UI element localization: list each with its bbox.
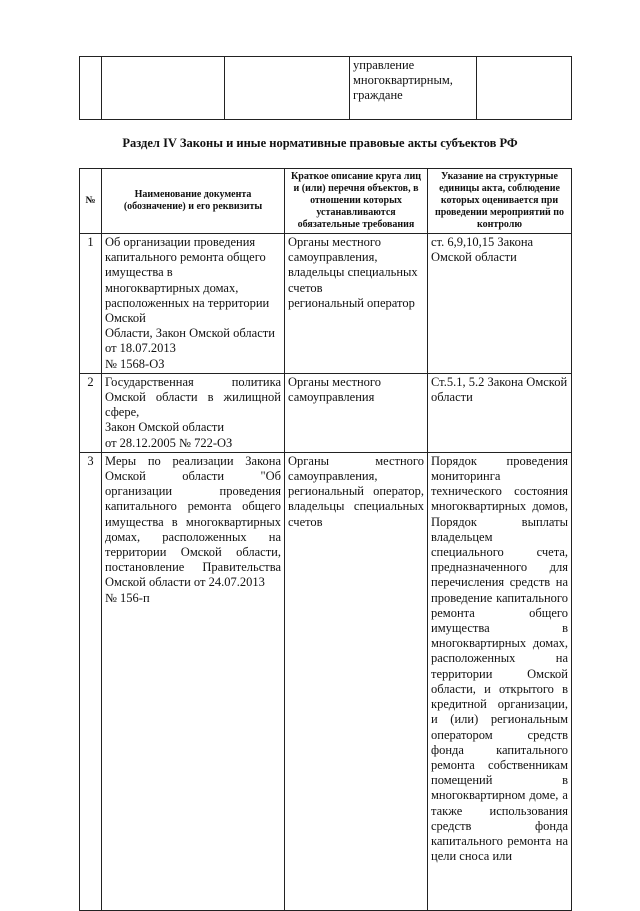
table-cell bbox=[102, 57, 225, 120]
header-structural-units: Указание на структурные единицы акта, соблюдение которых оценивается при проведении мероприятий по контролю bbox=[428, 169, 572, 234]
structural-units: Ст.5.1, 5.2 Закона Омской области bbox=[428, 373, 572, 452]
table-row bbox=[80, 234, 572, 374]
document-name: Об организации проведения капитального ремонта общего имущества в многоквартирных домах, расположенных на территории Омской Области, Закон Омской области от 18.07.2013 № 1568-ОЗ bbox=[102, 234, 285, 374]
row-number: 2 bbox=[80, 373, 102, 452]
table-cell bbox=[477, 57, 572, 120]
previous-table-fragment bbox=[79, 56, 572, 120]
structural-units: Порядок проведения мониторинга технического состояния многоквартирных домов, Порядок выплаты владельцем специального счета, предназначенного для перечисления средств на проведение капитального ремонта общего имущества в многоквартирных домах, расположенных на территории Омской области, и открытого в кредитной организации, и (или) региональным оператором средств фонда капитального ремонта собственникам помещений в многоквартирном доме, а также использования средств фонда капитального ремонта на цели сноса или bbox=[428, 452, 572, 910]
row-number: 3 bbox=[80, 452, 102, 910]
header-number: № bbox=[80, 169, 102, 234]
document-name: Меры по реализации Закона Омской области "Об организации проведения капитального ремонта общего имущества в многоквартирных домах, расположенных на территории Омской области, постановление Правительства Омской области от 24.07.2013 № 156-п bbox=[102, 452, 285, 910]
document-name: Государственная политика Омской области в жилищной сфере, Закон Омской области от 28.12.2005 № 722-ОЗ bbox=[102, 373, 285, 452]
subjects-description: Органы местного самоуправления bbox=[285, 373, 428, 452]
section-title: Раздел IV Законы и иные нормативные правовые акты субъектов РФ bbox=[122, 136, 518, 150]
table-cell bbox=[225, 57, 350, 120]
subjects-description: Органы местного самоуправления, владельцы специальных счетов региональный оператор bbox=[285, 234, 428, 374]
table-row bbox=[80, 373, 572, 452]
table-cell bbox=[80, 57, 102, 120]
table-cell: управление многоквартирным, граждане bbox=[350, 57, 477, 120]
header-document-name: Наименование документа (обозначение) и его реквизиты bbox=[102, 169, 285, 234]
subjects-description: Органы местного самоуправления, региональный оператор, владельцы специальных счетов bbox=[285, 452, 428, 910]
table-row bbox=[80, 57, 572, 120]
table-row bbox=[80, 452, 572, 910]
row-number: 1 bbox=[80, 234, 102, 374]
structural-units: ст. 6,9,10,15 Закона Омской области bbox=[428, 234, 572, 374]
header-subjects: Краткое описание круга лиц и (или) перечня объектов, в отношении которых устанавливаются обязательные требования bbox=[285, 169, 428, 234]
regulations-table bbox=[79, 168, 572, 911]
table-header-row bbox=[80, 169, 572, 234]
